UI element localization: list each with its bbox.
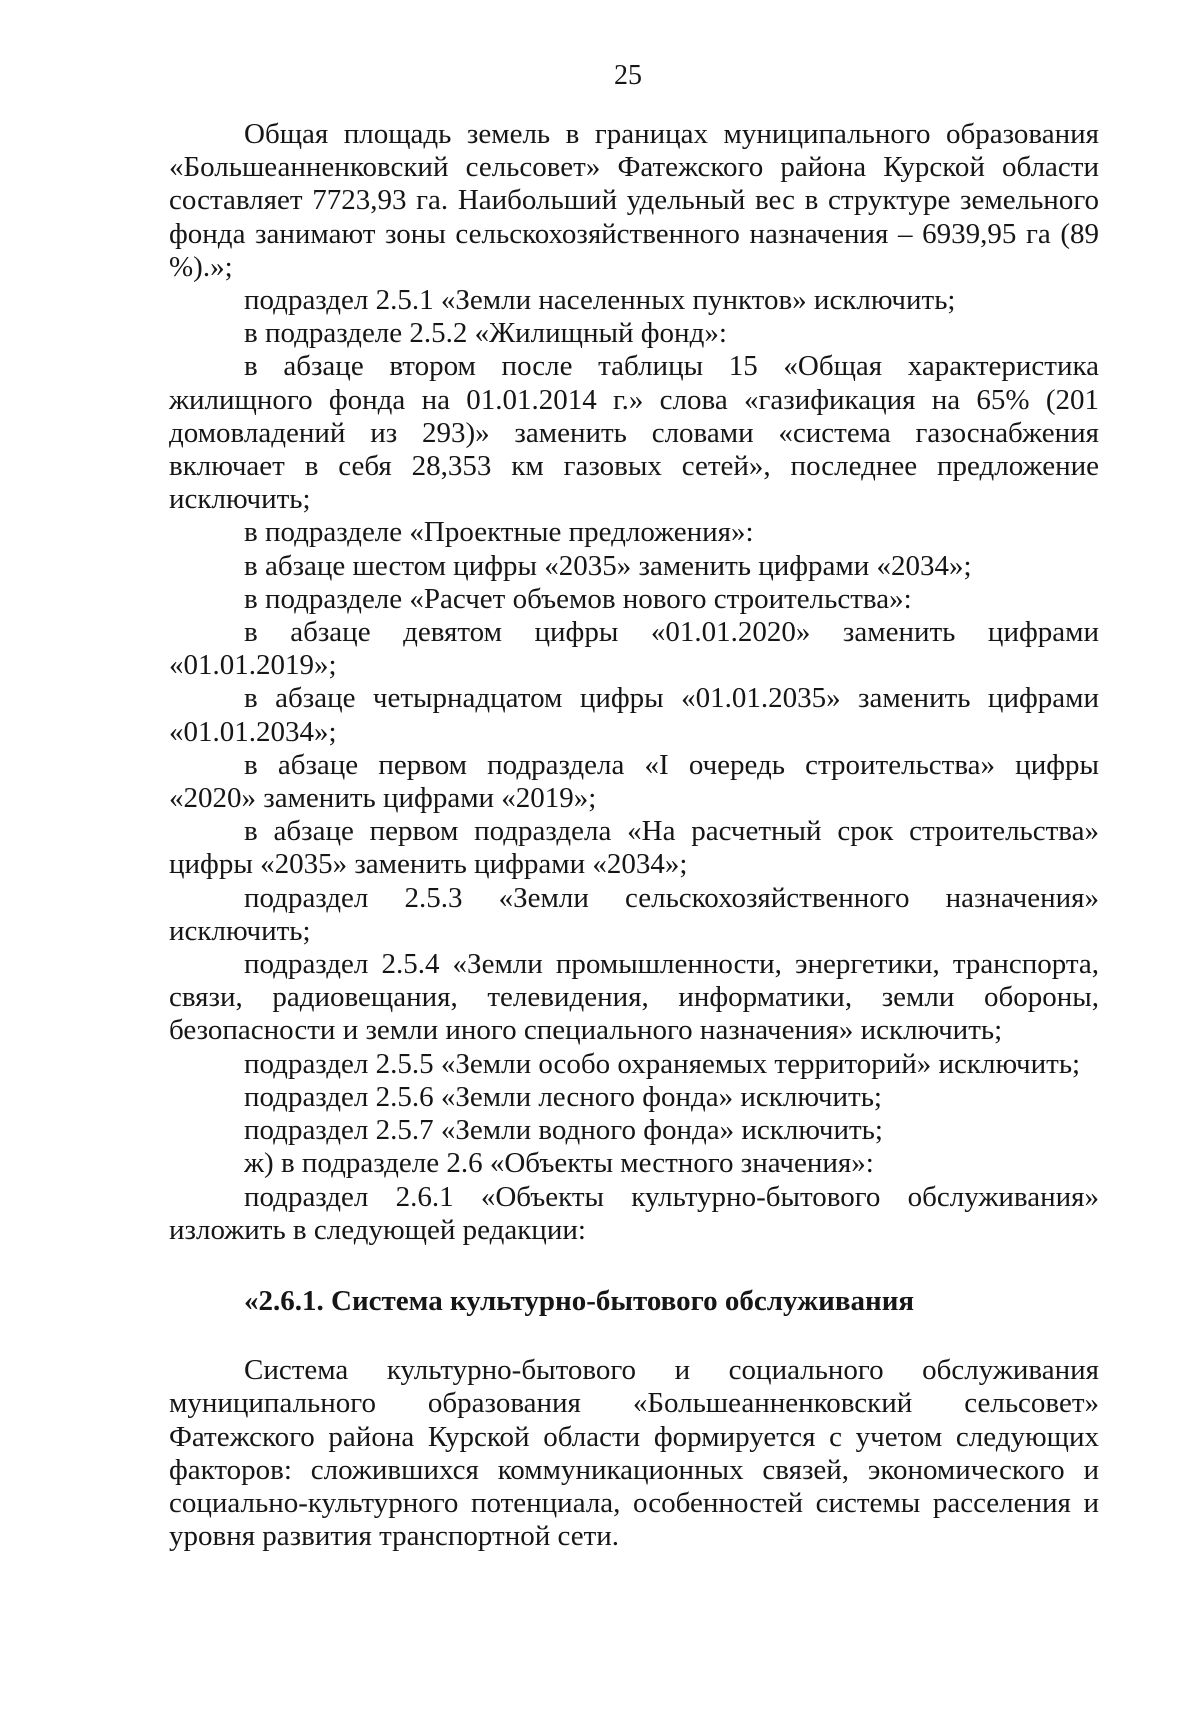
paragraph-construction-volume: в подразделе «Расчет объемов нового строительства»:: [244, 582, 912, 615]
paragraph-land-area: Общая площадь земель в границах муниципального образования «Большеанненковский сельсовет» Фатежского района Курской области составляет 7723,93 га. Наибольший удельный вес в структуре земельного фонда занимают зоны сельскохозяйственного назначения – 6939,95 га (89 %).»;: [169, 118, 1099, 283]
paragraph-project-proposals: в подразделе «Проектные предложения»:: [244, 516, 754, 549]
section-heading: «2.6.1. Система культурно-бытового обслуживания: [244, 1284, 915, 1317]
paragraph-subsection-2-6-1: подраздел 2.6.1 «Объекты культурно-бытового обслуживания» изложить в следующей редакции:: [169, 1180, 1099, 1246]
paragraph-fourteenth-abzac: в абзаце четырнадцатом цифры «01.01.2035» заменить цифрами «01.01.2034»;: [169, 682, 1099, 748]
paragraph-subsection-2-5-2: в подразделе 2.5.2 «Жилищный фонд»:: [244, 317, 727, 350]
paragraph-first-stage: в абзаце первом подраздела «I очередь строительства» цифры «2020» заменить цифрами «2019»;: [169, 748, 1099, 815]
paragraph-subsection-2-5-1: подраздел 2.5.1 «Земли населенных пунктов» исключить;: [244, 284, 956, 317]
page-number: 25: [614, 60, 642, 91]
paragraph-subsection-2-5-6: подраздел 2.5.6 «Земли лесного фонда» исключить;: [244, 1080, 882, 1113]
paragraph-housing-gas: в абзаце втором после таблицы 15 «Общая характеристика жилищного фонда на 01.01.2014 г.» слова «газификация на 65% (201 домовладений из 293)» заменить словами «система газоснабжения включает в себя 28,353 км газовых сетей», последнее предложение исключить;: [169, 350, 1099, 516]
paragraph-system-description: Система культурно-бытового и социального обслуживания муниципального образования «Большеанненковский сельсовет» Фатежского района Курской области формируется с учетом следующих факторов: сложившихся коммуникационных связей, экономического и социально-культурного потенциала, особенностей системы расселения и уровня развития транспортной сети.: [169, 1354, 1099, 1553]
paragraph-subsection-2-6: ж) в подразделе 2.6 «Объекты местного значения»:: [244, 1147, 874, 1180]
document-body: [169, 118, 1099, 1553]
paragraph-subsection-2-5-5: подраздел 2.5.5 «Земли особо охраняемых территорий» исключить;: [244, 1047, 1081, 1080]
paragraph-subsection-2-5-4: подраздел 2.5.4 «Земли промышленности, энергетики, транспорта, связи, радиовещания, телевидения, информатики, земли обороны, безопасности и земли иного специального назначения» исключить;: [169, 948, 1099, 1047]
paragraph-ninth-abzac: в абзаце девятом цифры «01.01.2020» заменить цифрами «01.01.2019»;: [169, 616, 1099, 682]
paragraph-estimated-term: в абзаце первом подраздела «На расчетный срок строительства» цифры «2035» заменить цифрами «2034»;: [169, 815, 1099, 881]
paragraph-sixth-abzac: в абзаце шестом цифры «2035» заменить цифрами «2034»;: [244, 549, 972, 582]
paragraph-subsection-2-5-3: подраздел 2.5.3 «Земли сельскохозяйственного назначения» исключить;: [169, 881, 1099, 947]
paragraph-subsection-2-5-7: подраздел 2.5.7 «Земли водного фонда» исключить;: [244, 1114, 883, 1147]
